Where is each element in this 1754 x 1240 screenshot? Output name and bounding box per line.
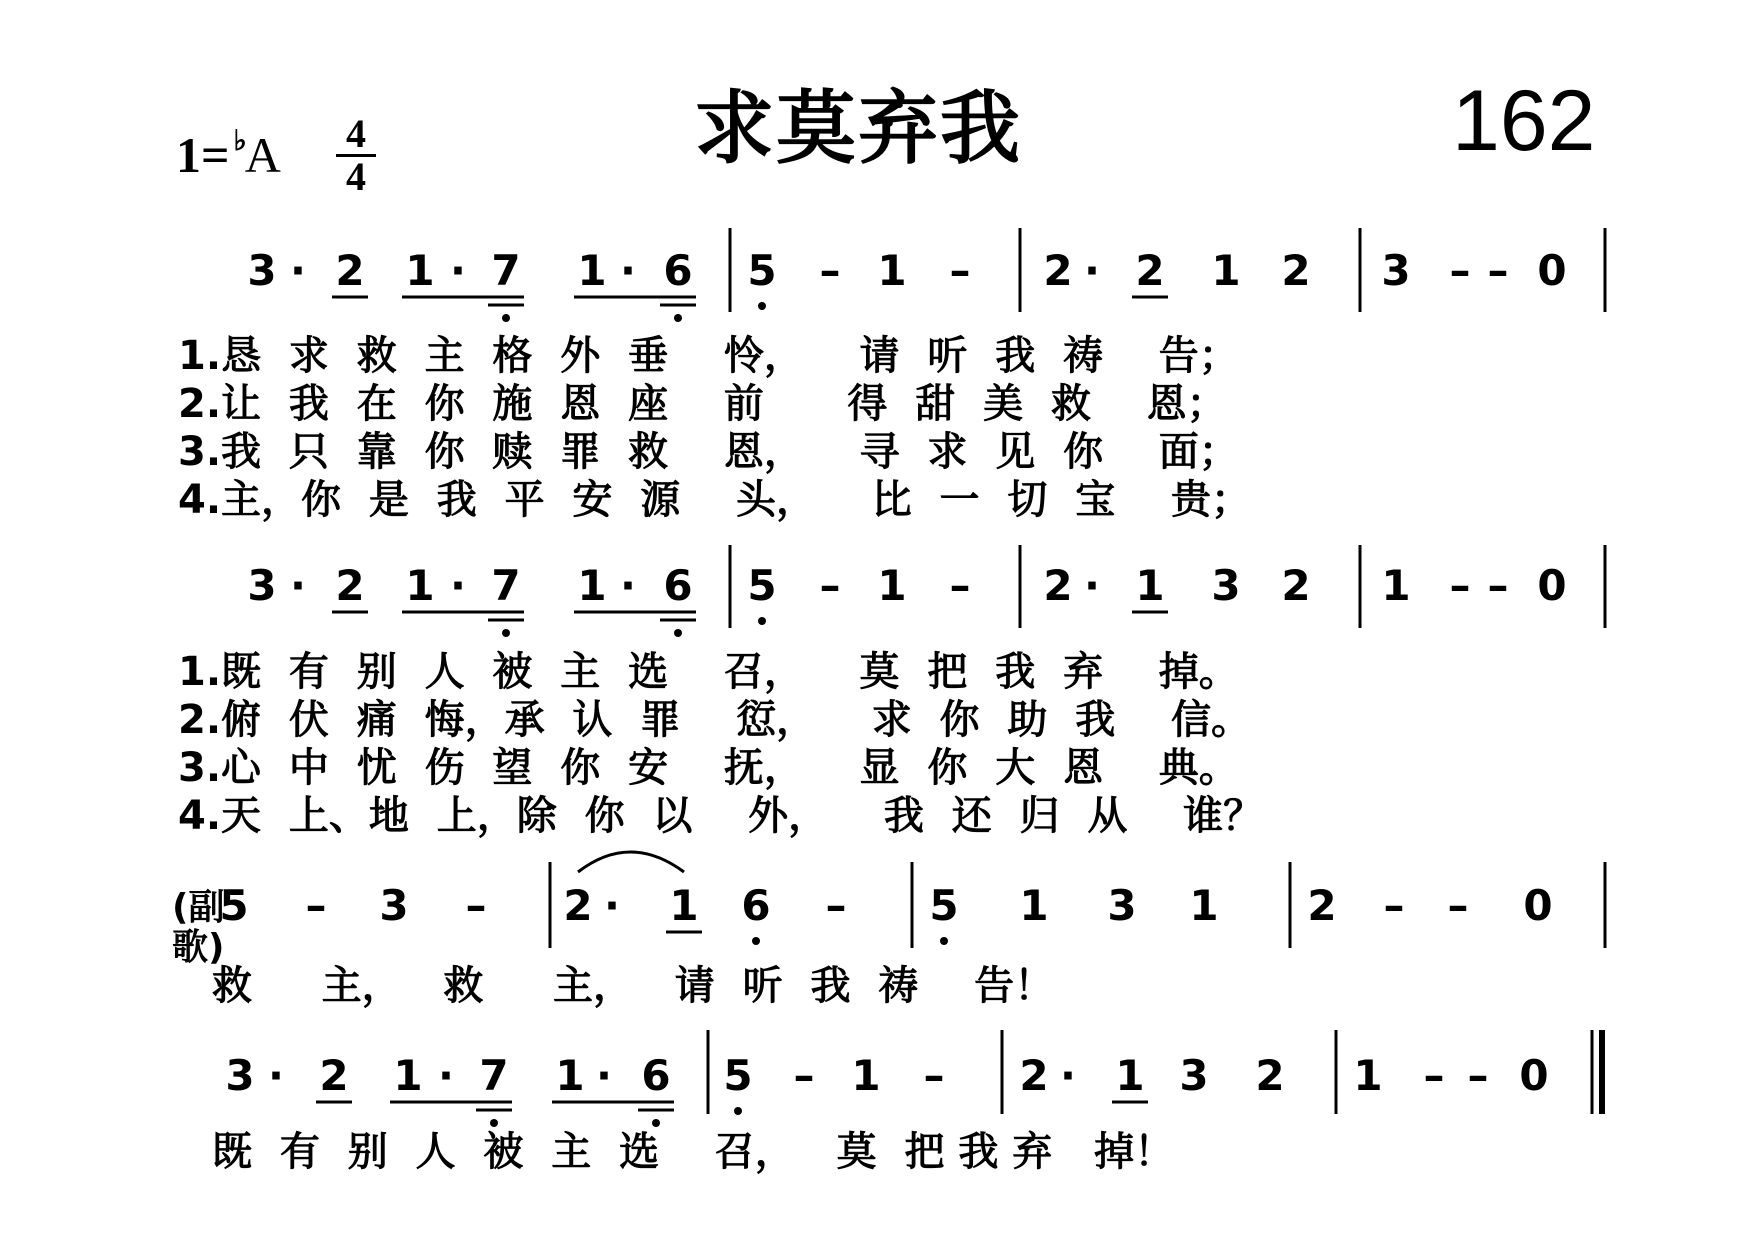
note: 3 [247,246,277,295]
dash-duration: – [949,561,971,610]
dash-duration: – [793,1051,815,1100]
dash-duration: – [1487,561,1509,610]
dash-duration: – [949,246,971,295]
note: 2 [1307,881,1337,930]
note: 5 [723,1051,753,1100]
octave-dot [734,1107,742,1115]
time-denominator: 4 [336,154,376,197]
octave-dot [674,629,682,637]
dash-duration: – [305,881,327,930]
note: 0 [1519,1051,1549,1100]
octave-dot [758,302,766,310]
note: 1 [1353,1051,1383,1100]
note: 5 [747,561,777,610]
note: 2 [1043,561,1073,610]
dash-duration: – [465,881,487,930]
note: 3 [1107,881,1137,930]
flat-icon: ♭ [233,126,247,157]
note: 2 [335,246,365,295]
note: 3 [1211,561,1241,610]
lyric-line: 2.俯 伏 痛 悔，承 认 罪 愆， 求 你 助 我 信。 [178,697,1251,743]
note: 5 [929,881,959,930]
note: 6 [663,561,693,610]
dash-duration: – [1487,246,1509,295]
note: 1 [393,1051,423,1100]
dot-duration: · [1060,1051,1076,1100]
lyric-line: 1.既 有 别 人 被 主 选 召， 莫 把 我 弃 掉。 [178,649,1239,695]
note: 2 [1043,246,1073,295]
note: 5 [219,881,249,930]
octave-dot [652,1119,660,1127]
final-lyric-line: 既 有 别 人 被 主 选 召， 莫 把 我 弃 掉！ [212,1129,1175,1175]
note: 2 [335,561,365,610]
dash-duration: – [1423,1051,1445,1100]
dot-duration: · [596,1051,612,1100]
chorus-label: (副歌) [172,887,225,968]
note: 2 [563,881,593,930]
note: 1 [405,561,435,610]
lyric-line: 4.天 上、地 上，除 你 以 外， 我 还 归 从 谁？ [178,793,1264,839]
note: 3 [379,881,409,930]
dot-duration: · [450,246,466,295]
octave-dot [940,937,948,945]
dash-duration: – [923,1051,945,1100]
note: 1 [405,246,435,295]
note: 3 [225,1051,255,1100]
note: 2 [1019,1051,1049,1100]
key-prefix: 1= [176,127,230,183]
note: 1 [1189,881,1219,930]
dash-duration: – [819,561,841,610]
dot-duration: · [450,561,466,610]
dot-duration: · [290,246,306,295]
lyric-line: 2.让 我 在 你 施 恩 座 前 得 甜 美 救 恩； [178,381,1227,427]
dash-duration: – [825,881,847,930]
note: 3 [247,561,277,610]
lyric-line: 1.恳 求 救 主 格 外 垂 怜， 请 听 我 祷 告； [178,333,1239,379]
note: 1 [1135,561,1165,610]
note: 1 [577,561,607,610]
note: 2 [1281,246,1311,295]
chorus-lyric-line: 救 主， 救 主， 请 听 我 祷 告！ [212,963,1055,1009]
note: 2 [1255,1051,1285,1100]
note: 1 [669,881,699,930]
octave-dot [674,314,682,322]
dot-duration: · [268,1051,284,1100]
note: 1 [851,1051,881,1100]
octave-dot [490,1119,498,1127]
dash-duration: – [1447,881,1469,930]
note: 1 [1211,246,1241,295]
note: 2 [1135,246,1165,295]
note: 0 [1537,561,1567,610]
note: 5 [747,246,777,295]
note: 0 [1523,881,1553,930]
note: 7 [491,246,521,295]
note: 0 [1537,246,1567,295]
note: 6 [741,881,771,930]
note: 3 [1381,246,1411,295]
lyric-line: 3.心 中 忧 伤 望 你 安 抚， 显 你 大 恩 典。 [178,745,1239,791]
dot-duration: · [1084,561,1100,610]
octave-dot [502,314,510,322]
time-numerator: 4 [346,111,366,156]
dot-duration: · [604,881,620,930]
note: 1 [555,1051,585,1100]
dash-duration: – [1467,1051,1489,1100]
slur-mark [578,852,684,872]
note: 7 [479,1051,509,1100]
hymn-number: 162 [1452,73,1596,169]
note: 6 [641,1051,671,1100]
dash-duration: – [1449,246,1471,295]
dot-duration: · [438,1051,454,1100]
lyric-line: 3.我 只 靠 你 赎 罪 救 恩， 寻 求 见 你 面； [178,429,1239,475]
key-note: A [244,127,281,183]
lyrics-block-2 [178,648,1263,840]
note: 6 [663,246,693,295]
dash-duration: – [819,246,841,295]
dot-duration: · [620,561,636,610]
note: 2 [1281,561,1311,610]
note: 1 [577,246,607,295]
dash-duration: – [1449,561,1471,610]
note: 2 [319,1051,349,1100]
dash-duration: – [1383,881,1405,930]
note: 3 [1179,1051,1209,1100]
note: 1 [1381,561,1411,610]
octave-dot [752,937,760,945]
lyric-line: 4.主，你 是 我 平 安 源 头， 比 一 切 宝 贵； [178,477,1251,523]
note: 1 [1115,1051,1145,1100]
dot-duration: · [620,246,636,295]
note: 1 [1019,881,1049,930]
note: 1 [877,246,907,295]
note: 7 [491,561,521,610]
octave-dot [502,629,510,637]
lyrics-block-1 [178,332,1251,524]
dot-duration: · [290,561,306,610]
note: 1 [877,561,907,610]
page-title: 求莫弃我 [694,82,1022,175]
octave-dot [758,617,766,625]
dot-duration: · [1084,246,1100,295]
